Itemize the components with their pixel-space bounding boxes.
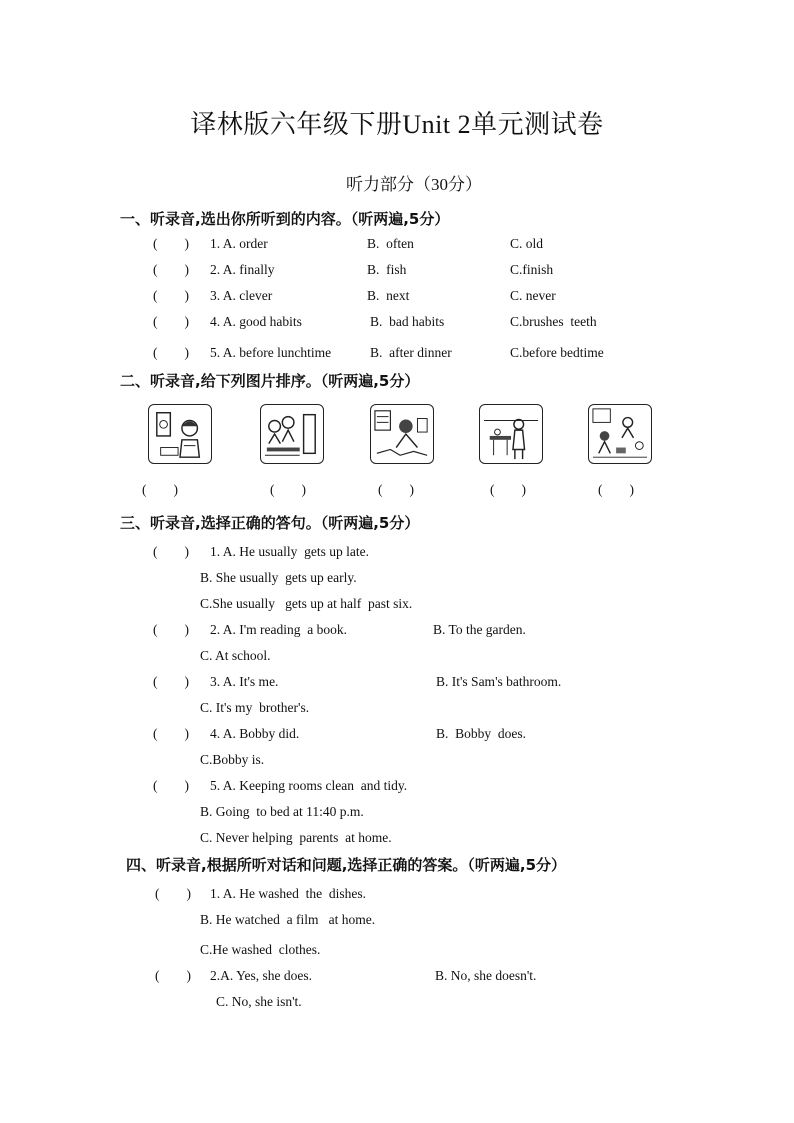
option-b: B. No, she doesn't.: [435, 968, 537, 983]
option-b: B. It's Sam's bathroom.: [436, 674, 562, 689]
answer-blank[interactable]: ( ): [153, 288, 189, 303]
option-c: C.before bedtime: [510, 345, 604, 360]
option-b: B. next: [367, 288, 410, 303]
option-text: C. No, she isn't.: [216, 994, 302, 1009]
answer-blank[interactable]: ( ): [153, 778, 189, 793]
option-text: B. He watched a film at home.: [200, 912, 376, 927]
option-b: B. often: [367, 236, 414, 251]
option-text: C. Never helping parents at home.: [200, 830, 392, 845]
option-text: 5. A. Keeping rooms clean and tidy.: [210, 778, 408, 793]
option-c: C. old: [510, 236, 544, 251]
answer-blank[interactable]: ( ): [153, 726, 189, 741]
option-b: B. fish: [367, 262, 407, 277]
section-2-heading: 二、听录音,给下列图片排序。（听两遍,5分）: [120, 372, 420, 390]
option-text: B. She usually gets up early.: [200, 570, 357, 585]
option-a: 2. A. finally: [210, 262, 275, 277]
option-text: 2.A. Yes, she does.: [210, 968, 313, 983]
answer-blank[interactable]: ( ): [153, 314, 189, 329]
section-4-heading: 四、听录音,根据所听对话和问题,选择正确的答案。（听两遍,5分）: [126, 856, 567, 874]
section-1-heading: 一、听录音,选出你所听到的内容。（听两遍,5分）: [120, 210, 450, 228]
option-a: 1. A. order: [210, 236, 268, 251]
option-text: C.Bobby is.: [200, 752, 265, 767]
answer-blank[interactable]: ( ): [153, 236, 189, 251]
option-a: 3. A. clever: [210, 288, 273, 303]
option-text: B. Going to bed at 11:40 p.m.: [200, 804, 364, 819]
option-text: C. It's my brother's.: [200, 700, 310, 715]
girl-messy-room-icon: [370, 404, 434, 464]
boy-reading-icon: [148, 404, 212, 464]
picture-order-blank[interactable]: ( ): [378, 482, 414, 497]
option-text: 2. A. I'm reading a book.: [210, 622, 348, 637]
picture-order-blank[interactable]: ( ): [598, 482, 634, 497]
answer-blank[interactable]: ( ): [153, 622, 189, 637]
answer-blank[interactable]: ( ): [153, 674, 189, 689]
man-cooking-icon: [479, 404, 543, 464]
kids-playing-icon: [588, 404, 652, 464]
answer-blank[interactable]: ( ): [153, 544, 189, 559]
option-text: C.He washed clothes.: [200, 942, 321, 957]
option-text: 4. A. Bobby did.: [210, 726, 300, 741]
page-subtitle: 听力部分（30分）: [346, 175, 482, 194]
option-b: B. after dinner: [370, 345, 452, 360]
option-c: C. never: [510, 288, 556, 303]
option-b: B. bad habits: [370, 314, 445, 329]
answer-blank[interactable]: ( ): [155, 886, 191, 901]
option-text: C.She usually gets up at half past six.: [200, 596, 413, 611]
option-text: C. At school.: [200, 648, 271, 663]
answer-blank[interactable]: ( ): [153, 262, 189, 277]
option-text: 1. A. He washed the dishes.: [210, 886, 366, 901]
option-b: B. Bobby does.: [436, 726, 527, 741]
option-text: 1. A. He usually gets up late.: [210, 544, 369, 559]
option-b: B. To the garden.: [433, 622, 526, 637]
picture-order-blank[interactable]: ( ): [270, 482, 306, 497]
answer-blank[interactable]: ( ): [153, 345, 189, 360]
picture-order-blank[interactable]: ( ): [142, 482, 178, 497]
page-title: 译林版六年级下册Unit 2单元测试卷: [190, 110, 604, 139]
option-text: 3. A. It's me.: [210, 674, 279, 689]
family-dinner-icon: [260, 404, 324, 464]
option-c: C.finish: [510, 262, 554, 277]
option-a: 5. A. before lunchtime: [210, 345, 332, 360]
option-c: C.brushes teeth: [510, 314, 597, 329]
option-a: 4. A. good habits: [210, 314, 302, 329]
section-3-heading: 三、听录音,选择正确的答句。（听两遍,5分）: [120, 514, 420, 532]
answer-blank[interactable]: ( ): [155, 968, 191, 983]
picture-order-blank[interactable]: ( ): [490, 482, 526, 497]
